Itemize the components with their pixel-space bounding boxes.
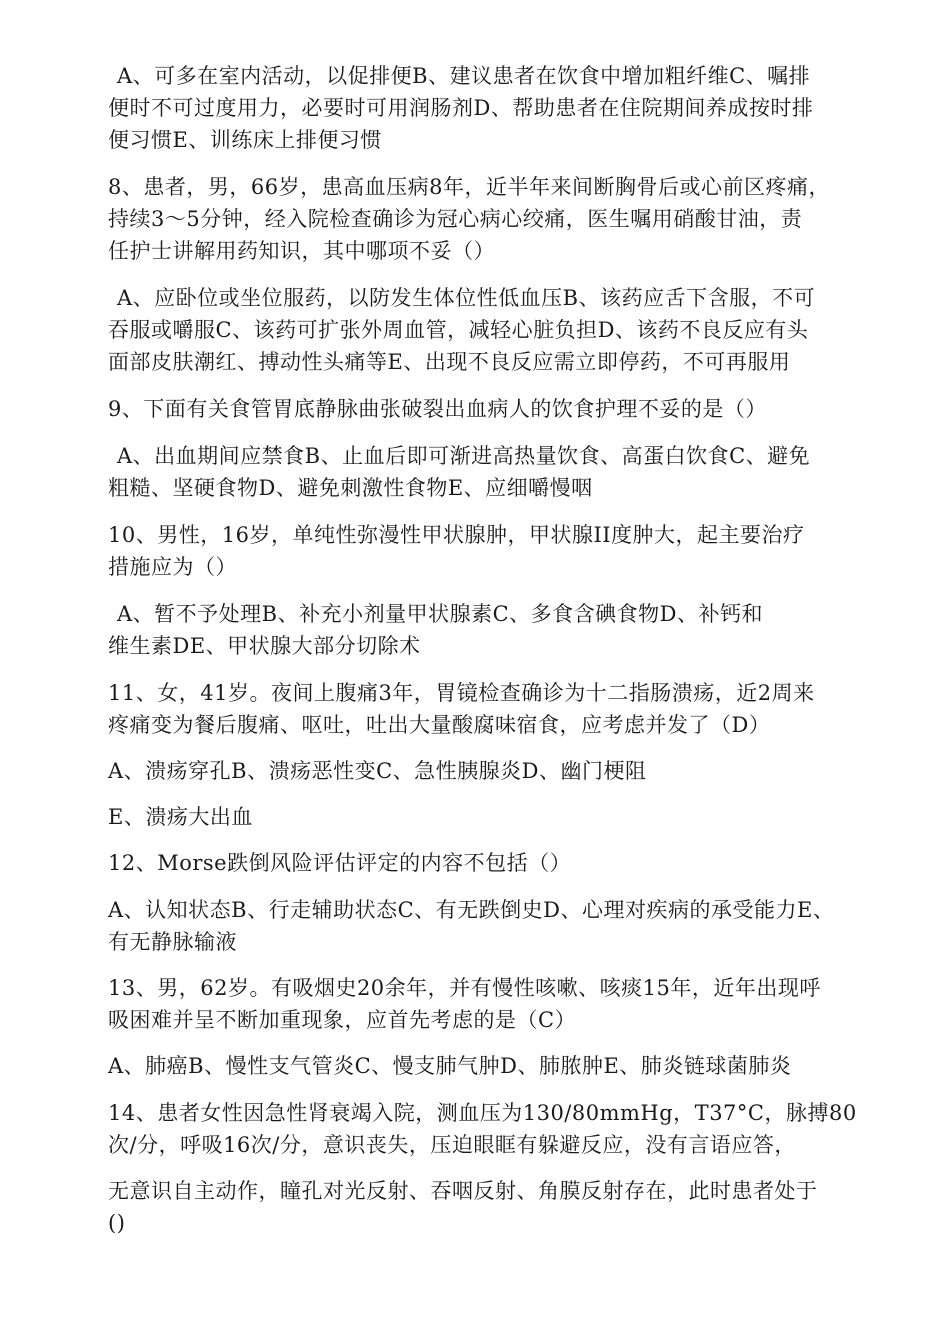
q7-options-line-2: 便时不可过度用力，必要时可用润肠剂D、帮助患者在住院期间养成按时排 (108, 96, 814, 120)
q14-stem-line-3: 无意识自主动作，瞳孔对光反射、吞咽反射、角膜反射存在，此时患者处于 (108, 1179, 818, 1203)
q8-stem-line-3: 任护士讲解用药知识，其中哪项不妥（） (108, 239, 495, 263)
q9-options-line-2: 粗糙、坚硬食物D、避免刺激性食物E、应细嚼慢咽 (108, 476, 593, 500)
q8-stem-line-1: 8、患者，男，66岁，患高血压病8年，近半年来间断胸骨后或心前区疼痛， (108, 175, 830, 199)
q12-stem: 12、Morse跌倒风险评估评定的内容不包括（） (108, 851, 572, 875)
q9-options-line-1: A、出血期间应禁食B、止血后即可渐进高热量饮食、高蛋白饮食C、避免 (117, 444, 811, 468)
q7-options-line-3: 便习惯E、训练床上排便习惯 (108, 128, 382, 152)
q8-options-line-2: 吞服或嚼服C、该药可扩张外周血管，减轻心脏负担D、该药不良反应有头 (108, 318, 809, 342)
q10-stem-line-1: 10、男性，16岁，单纯性弥漫性甲状腺肿，甲状腺II度肿大，起主要治疗 (108, 523, 805, 547)
q13-stem-line-1: 13、男，62岁。有吸烟史20余年，并有慢性咳嗽、咳痰15年，近年出现呼 (108, 976, 821, 1000)
q14-stem-line-4: () (108, 1211, 126, 1235)
q11-options-line-1: A、溃疡穿孔B、溃疡恶性变C、急性胰腺炎D、幽门梗阻 (108, 759, 647, 783)
q13-options: A、肺癌B、慢性支气管炎C、慢支肺气肿D、肺脓肿E、肺炎链球菌肺炎 (108, 1054, 792, 1078)
q11-stem-line-2: 疼痛变为餐后腹痛、呕吐，吐出大量酸腐味宿食，应考虑并发了（D） (108, 713, 771, 737)
q12-options-line-2: 有无静脉输液 (108, 930, 237, 954)
q10-options-line-1: A、暂不予处理B、补充小剂量甲状腺素C、多食含碘食物D、补钙和 (117, 602, 763, 626)
q10-stem-line-2: 措施应为（） (108, 555, 237, 579)
q14-stem-line-1: 14、患者女性因急性肾衰竭入院，测血压为130/80mmHg，T37°C，脉搏80 (108, 1101, 857, 1125)
q14-stem-line-2: 次/分，呼吸16次/分，意识丧失，压迫眼眶有躲避反应，没有言语应答， (108, 1133, 796, 1157)
q12-options-line-1: A、认知状态B、行走辅助状态C、有无跌倒史D、心理对疾病的承受能力E、 (108, 898, 835, 922)
q7-options-line-1: A、可多在室内活动，以促排便B、建议患者在饮食中增加粗纤维C、嘱排 (117, 64, 811, 88)
q8-stem-line-2: 持续3～5分钟，经入院检查确诊为冠心病心绞痛，医生嘱用硝酸甘油，责 (108, 207, 803, 231)
q8-options-line-1: A、应卧位或坐位服药，以防发生体位性低血压B、该药应舌下含服，不可 (117, 286, 816, 310)
q8-options-line-3: 面部皮肤潮红、搏动性头痛等E、出现不良反应需立即停药，不可再服用 (108, 350, 791, 374)
q10-options-line-2: 维生素DE、甲状腺大部分切除术 (108, 634, 421, 658)
q9-stem: 9、下面有关食管胃底静脉曲张破裂出血病人的饮食护理不妥的是（） (108, 397, 767, 421)
q11-options-line-2: E、溃疡大出血 (108, 805, 253, 829)
q13-stem-line-2: 吸困难并呈不断加重现象，应首先考虑的是（C） (108, 1008, 577, 1032)
q11-stem-line-1: 11、女，41岁。夜间上腹痛3年，胃镜检查确诊为十二指肠溃疡，近2周来 (108, 681, 815, 705)
